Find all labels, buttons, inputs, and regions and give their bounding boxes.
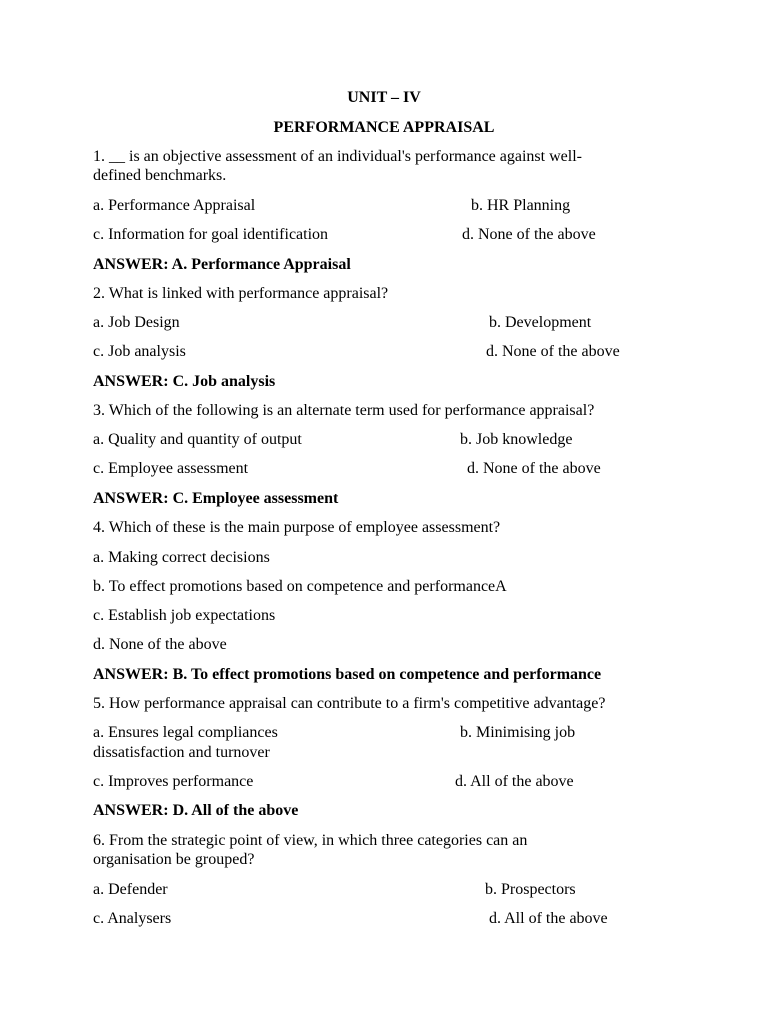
- question-4-answer: ANSWER: B. To effect promotions based on competence and performance: [93, 666, 602, 683]
- question-1-option-d: d. None of the above: [462, 226, 596, 243]
- question-1-option-c: c. Information for goal identification: [93, 226, 329, 243]
- question-6-option-b: b. Prospectors: [485, 881, 576, 898]
- question-6-text-cont: organisation be grouped?: [93, 851, 255, 868]
- question-5-answer: ANSWER: D. All of the above: [93, 802, 299, 819]
- question-3-option-a: a. Quality and quantity of output: [93, 431, 302, 448]
- question-1-text: 1. __ is an objective assessment of an individual's performance against well-: [93, 148, 582, 165]
- question-3-option-b: b. Job knowledge: [460, 431, 573, 448]
- question-1-option-a: a. Performance Appraisal: [93, 197, 256, 214]
- question-2-option-a: a. Job Design: [93, 314, 180, 331]
- question-2-answer: ANSWER: C. Job analysis: [93, 373, 276, 390]
- question-5-option-b-cont: dissatisfaction and turnover: [93, 744, 270, 761]
- question-4-option-a: a. Making correct decisions: [93, 549, 270, 566]
- unit-title: UNIT – IV: [347, 89, 421, 106]
- question-6-option-a: a. Defender: [93, 881, 168, 898]
- question-6-option-c: c. Analysers: [93, 910, 172, 927]
- question-4-text: 4. Which of these is the main purpose of employee assessment?: [93, 519, 501, 536]
- question-5-text: 5. How performance appraisal can contribute to a firm's competitive advantage?: [93, 695, 606, 712]
- question-6-option-d: d. All of the above: [489, 910, 608, 927]
- question-6-text: 6. From the strategic point of view, in which three categories can an: [93, 832, 528, 849]
- question-1-option-b: b. HR Planning: [471, 197, 571, 214]
- question-5-option-c: c. Improves performance: [93, 773, 254, 790]
- section-title: PERFORMANCE APPRAISAL: [273, 119, 495, 136]
- question-3-answer: ANSWER: C. Employee assessment: [93, 490, 339, 507]
- question-4-option-d: d. None of the above: [93, 636, 227, 653]
- question-3-option-d: d. None of the above: [467, 460, 601, 477]
- question-1-text-cont: defined benchmarks.: [93, 167, 227, 184]
- question-3-text: 3. Which of the following is an alternate term used for performance appraisal?: [93, 402, 595, 419]
- question-3-option-c: c. Employee assessment: [93, 460, 249, 477]
- question-2-text: 2. What is linked with performance appraisal?: [93, 285, 389, 302]
- question-5-option-d: d. All of the above: [455, 773, 574, 790]
- question-5-option-b: b. Minimising job: [460, 724, 576, 741]
- question-4-option-c: c. Establish job expectations: [93, 607, 276, 624]
- question-5-option-a: a. Ensures legal compliances: [93, 724, 278, 741]
- question-4-option-b: b. To effect promotions based on competence and performanceA: [93, 578, 507, 595]
- question-2-option-b: b. Development: [489, 314, 592, 331]
- question-1-answer: ANSWER: A. Performance Appraisal: [93, 256, 351, 273]
- question-2-option-c: c. Job analysis: [93, 343, 186, 360]
- question-2-option-d: d. None of the above: [486, 343, 620, 360]
